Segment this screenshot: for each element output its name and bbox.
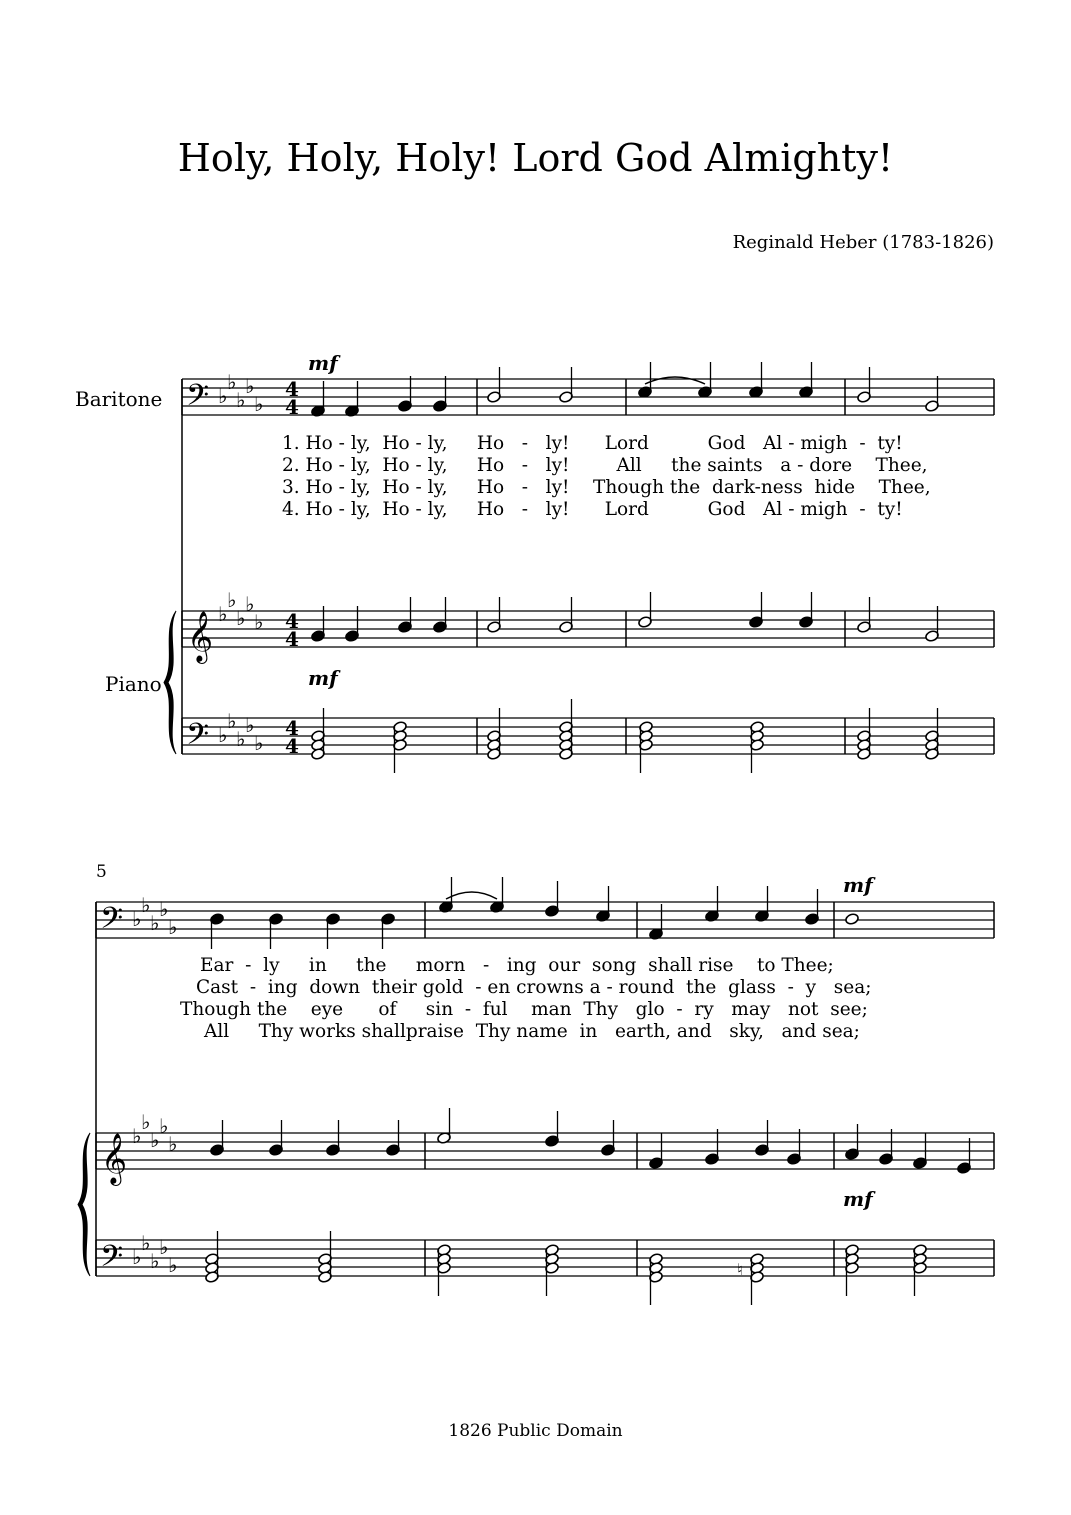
flat-sign: ♭ (254, 731, 264, 755)
mf-dynamic: mf (308, 666, 338, 690)
piano-brace (78, 1133, 90, 1276)
flat-sign: ♭ (168, 1132, 178, 1156)
time-signature-top: 4 (285, 716, 299, 740)
bass-clef: 𝄢 (186, 718, 210, 759)
song-title: Holy, Holy, Holy! Lord God Almighty! (177, 136, 894, 180)
bass-clef: 𝄢 (186, 379, 210, 420)
flat-sign: ♭ (168, 915, 178, 939)
lyric-line-verse-4: All Thy works shallpraise Thy name in earth, and sky, and sea; (204, 1021, 860, 1042)
flat-sign: ♭ (227, 588, 237, 612)
flat-sign: ♭ (150, 1128, 160, 1152)
lyric-line-verse-1: Ear - ly in the morn - ing our song shall rise to Thee; (200, 955, 834, 976)
tie (645, 377, 705, 384)
copyright-footer: 1826 Public Domain (448, 1421, 623, 1441)
lyric-line-verse-2: 2. Ho - ly, Ho - ly, Ho - ly! All the saints a - dore Thee, (282, 455, 928, 476)
crescendo-hairpin (212, 888, 408, 893)
flat-sign: ♭ (227, 370, 237, 394)
flat-sign: ♭ (159, 897, 169, 921)
lyric-line-verse-3: 3. Ho - ly, Ho - ly, Ho - ly! Though the dark-ness hide Thee, (282, 477, 931, 498)
measure-number: 5 (96, 862, 107, 882)
flat-sign: ♭ (168, 1253, 178, 1277)
natural-sign: ♮ (737, 1260, 743, 1279)
flat-sign: ♭ (141, 893, 151, 917)
flat-sign: ♭ (150, 911, 160, 935)
crescendo-hairpin (212, 1200, 408, 1205)
dynamics (212, 351, 876, 1211)
crescendo-hairpin (212, 1205, 408, 1210)
piano-brace (164, 611, 176, 754)
crescendo-hairpin (640, 363, 828, 368)
flat-sign: ♭ (254, 610, 264, 634)
crescendo-hairpin (212, 883, 408, 888)
flat-sign: ♭ (227, 709, 237, 733)
time-signature-top: 4 (285, 609, 299, 633)
flat-sign: ♭ (132, 907, 142, 931)
composer-credit: Reginald Heber (1783-1826) (732, 232, 994, 253)
flat-sign: ♭ (236, 388, 246, 412)
flat-sign: ♭ (141, 1110, 151, 1134)
mf-dynamic: mf (308, 351, 338, 375)
crescendo-hairpin (640, 682, 828, 687)
mf-dynamic: mf (843, 873, 873, 897)
time-signature-bottom: 4 (285, 627, 299, 651)
baritone-label: Baritone (75, 387, 163, 411)
notes (78, 362, 971, 1305)
flat-sign: ♭ (254, 392, 264, 416)
bass-clef: 𝄢 (100, 1240, 124, 1281)
flat-sign: ♭ (141, 1231, 151, 1255)
flat-sign: ♭ (236, 727, 246, 751)
mf-dynamic: mf (843, 1187, 873, 1211)
bass-clef: 𝄢 (100, 902, 124, 943)
decrescendo-hairpin (716, 1205, 818, 1210)
treble-clef: 𝄞 (187, 611, 214, 662)
lyric-line-verse-2: Cast - ing down their gold - en crowns a - round the glass - y sea; (196, 977, 872, 998)
treble-clef: 𝄞 (101, 1133, 128, 1184)
flat-sign: ♭ (218, 723, 228, 747)
flat-sign: ♭ (150, 1249, 160, 1273)
flat-sign: ♭ (218, 384, 228, 408)
flat-sign: ♭ (236, 606, 246, 630)
lyric-line-verse-4: 4. Ho - ly, Ho - ly, Ho - ly! Lord God Al - migh - ty! (282, 499, 903, 520)
flat-sign: ♭ (132, 1245, 142, 1269)
lyric-line-verse-3: Though the eye of sin - ful man Thy glo - ry may not see; (180, 999, 868, 1020)
time-signature-bottom: 4 (285, 734, 299, 758)
time-signature-bottom: 4 (285, 395, 299, 419)
whole-note (845, 913, 860, 926)
time-signature-top: 4 (285, 377, 299, 401)
staff-lines (96, 379, 994, 1276)
flat-sign: ♭ (245, 592, 255, 616)
flat-sign: ♭ (159, 1235, 169, 1259)
decrescendo-hairpin (716, 1200, 818, 1205)
flat-sign: ♭ (132, 1124, 142, 1148)
flat-sign: ♭ (218, 602, 228, 626)
flat-sign: ♭ (245, 713, 255, 737)
flat-sign: ♭ (159, 1114, 169, 1138)
piano-label: Piano (105, 672, 162, 696)
flat-sign: ♭ (245, 374, 255, 398)
tie (446, 892, 497, 899)
crescendo-hairpin (640, 368, 828, 373)
crescendo-hairpin (640, 677, 828, 682)
lyric-line-verse-1: 1. Ho - ly, Ho - ly, Ho - ly! Lord God Al - migh - ty! (282, 433, 903, 454)
